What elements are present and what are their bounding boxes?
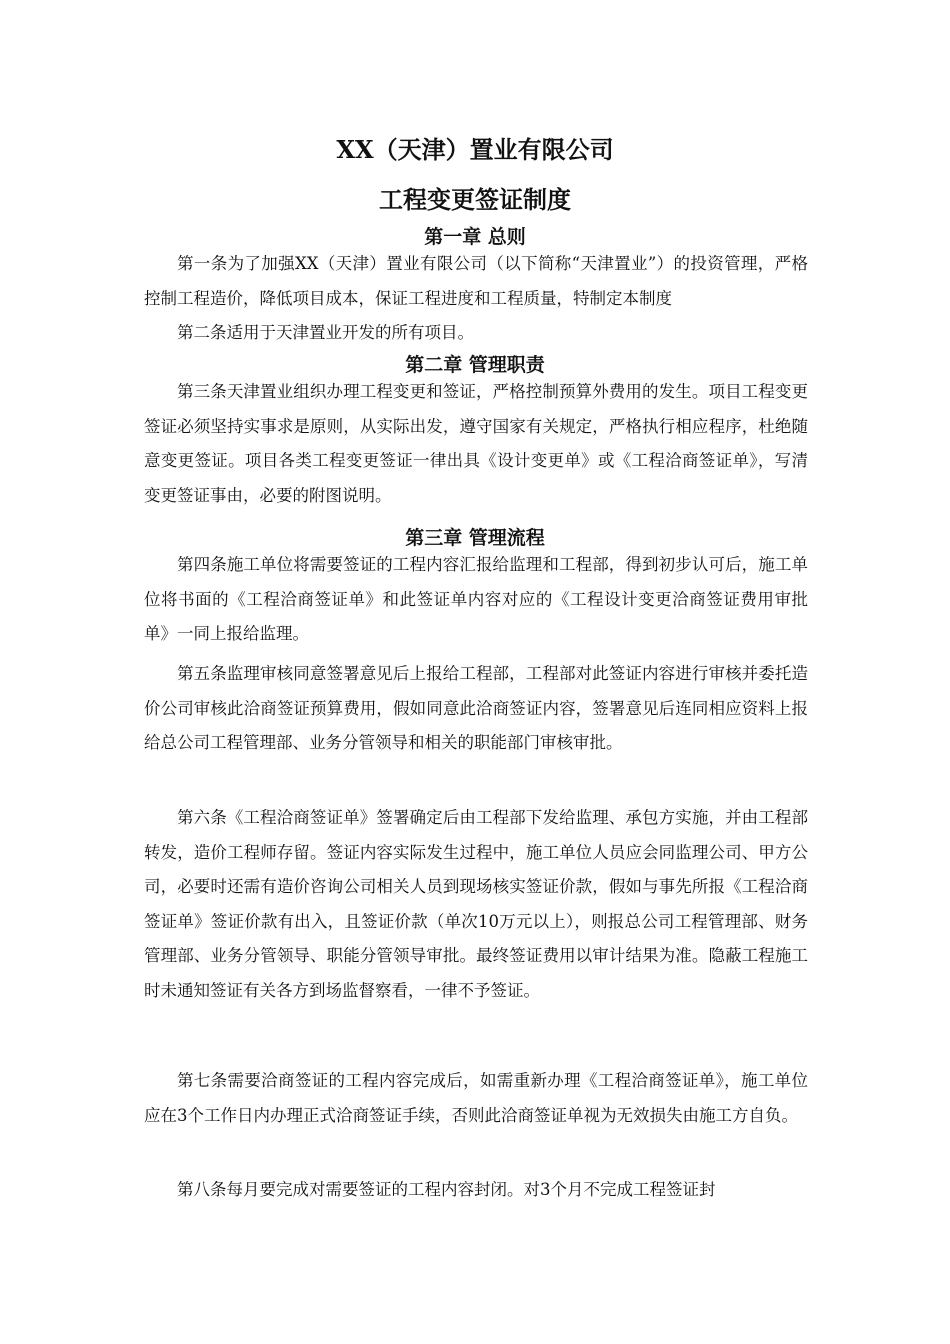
chapter-heading: 第二章 管理职责 [405, 354, 545, 376]
chapter-heading: 第一章 总则 [424, 226, 526, 248]
article-paragraph: 第六条《工程洽商签证单》签署确定后由工程部下发给监理、承包方实施，并由工程部转发，造价工程师存留。签证内容实际发生过程中，施工单位人员应会同监理公司、甲方公司，必要时还需有造价咨询公司相关人员到现场核实签证价款，假如与事先所报《工程洽商签证单》签证价款有出入，且签证价款（单次10万元以上），则报总公司工程管理部、财务管理部、业务分管领导、职能分管领导审批。最终签证费用以审计结果为准。隐蔽工程施工时未通知签证有关各方到场监督察看，一律不予签证。 [144, 808, 808, 1000]
article-paragraph: 第一条为了加强XX（天津）置业有限公司（以下简称“天津置业”）的投资管理，严格控制工程造价，降低项目成本，保证工程进度和工程质量，特制定本制度 [144, 254, 808, 308]
chapter-heading: 第三章 管理流程 [405, 527, 545, 549]
article-paragraph: 第二条适用于天津置业开发的所有项目。 [177, 323, 474, 342]
article-paragraph: 第四条施工单位将需要签证的工程内容汇报给监理和工程部，得到初步认可后，施工单位将书面的《工程洽商签证单》和此签证单内容对应的《工程设计变更洽商签证费用审批单》一同上报给监理。 [144, 555, 808, 644]
document-title: 工程变更签证制度 [379, 185, 571, 214]
article-paragraph: 第三条天津置业组织办理工程变更和签证，严格控制预算外费用的发生。项目工程变更签证必须坚持实事求是原则，从实际出发，遵守国家有关规定，严格执行相应程序，杜绝随意变更签证。项目各类工程变更签证一律出具《设计变更单》或《工程洽商签证单》，写清变更签证事由，必要的附图说明。 [144, 382, 808, 505]
article-paragraph: 第八条每月要完成对需要签证的工程内容封闭。对3个月不完成工程签证封 [177, 1180, 716, 1199]
article-paragraph: 第七条需要洽商签证的工程内容完成后，如需重新办理《工程洽商签证单》，施工单位应在3个工作日内办理正式洽商签证手续，否则此洽商签证单视为无效损失由施工方自负。 [144, 1071, 808, 1125]
company-title: XX（天津）置业有限公司 [336, 135, 614, 164]
article-paragraph: 第五条监理审核同意签署意见后上报给工程部，工程部对此签证内容进行审核并委托造价公司审核此洽商签证预算费用，假如同意此洽商签证内容，签署意见后连同相应资料上报给总公司工程管理部、业务分管领导和相关的职能部门审核审批。 [144, 664, 808, 753]
